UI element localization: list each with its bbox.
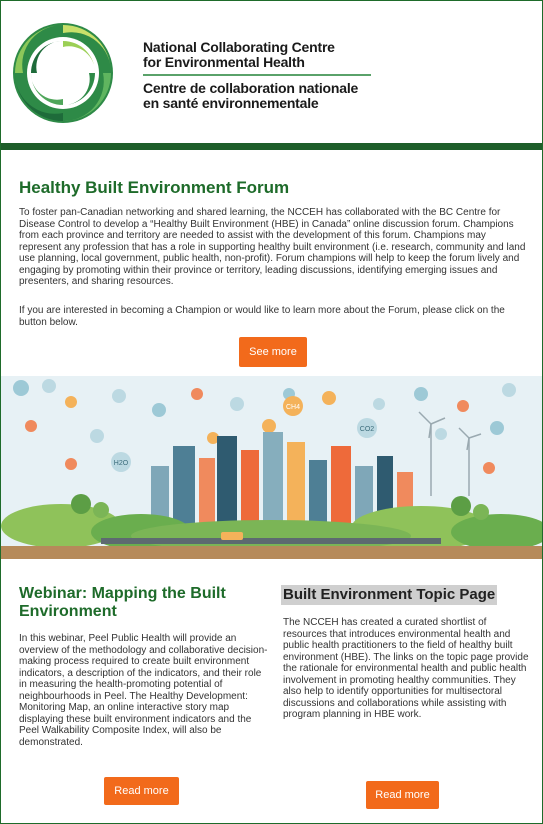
webinar-read-more-button[interactable]: Read more xyxy=(104,777,179,805)
header-bar xyxy=(1,143,542,150)
org-name-en-line2: for Environmental Health xyxy=(143,54,305,70)
road xyxy=(101,538,441,544)
svg-text:H2O: H2O xyxy=(113,460,129,467)
svg-text:CH4: CH4 xyxy=(285,404,301,411)
webinar-title: Webinar: Mapping the Built Environment xyxy=(19,585,226,620)
header-divider xyxy=(143,74,371,76)
org-name-fr-line2: en santé environnementale xyxy=(143,95,319,111)
banner-label-ch4 xyxy=(283,396,303,416)
topic-page-text: The NCCEH has created a curated shortlist of resources that introduces environmental health and public health practitioners to the field of healthy built environment (HBE). The links on the topic page provide the rationale for environmental health and public health involvement in promoting healthy communities. They also help to identify opportunities for multisectoral discussions and collaborations while assisting with program planning in HBE work. xyxy=(283,617,529,720)
topic-page-title: Built Environment Topic Page xyxy=(283,586,496,603)
org-name-english xyxy=(143,40,335,70)
topic-read-more-button[interactable]: Read more xyxy=(366,781,439,809)
banner-label-co2 xyxy=(357,418,377,438)
forum-paragraph-1: To foster pan-Canadian networking and shared learning, the NCCEH has collaborated with the BC Centre for Disease Control to develop a “Healthy Built Environment (HBE) in Canada” online discussion forum. Champions from each province and territory are needed to assist with the development of this forum. Champions may represent any profession that has a role in supporting healthy built environment (i.e. research, community and land use planning, local government, public health, non-profit). Forum champions will help to keep the forum lively and engaging by promoting within their province or territory, leading discussions, identifying emerging issues and presenters, and sharing resources. xyxy=(19,207,526,287)
forum-paragraph-2: If you are interested in becoming a Champion or would like to learn more about the Forum, please click on the button below. xyxy=(19,305,505,328)
banner-label-h2o xyxy=(111,452,131,472)
ground xyxy=(1,546,542,559)
org-name-fr-line1: Centre de collaboration nationale xyxy=(143,80,359,96)
webinar-text: In this webinar, Peel Public Health will provide an overview of the methodology and collaborative decision-making process required to create built environment indicators, a description of the indicators, and their role in measuring the health-promoting potential of neighbourhoods in Peel. The Healthy Development: Monitoring Map, an online interactive story map displaying these built environment indicators and the Peel Walkability Composite Index, will also be demonstrated. xyxy=(19,633,268,748)
forum-title: Healthy Built Environment Forum xyxy=(19,178,290,197)
bus xyxy=(221,532,243,540)
org-name-french xyxy=(143,81,358,111)
healthy-city-banner xyxy=(1,376,542,559)
org-name-en-line1: National Collaborating Centre xyxy=(143,39,335,55)
header xyxy=(1,1,542,143)
see-more-button[interactable]: See more xyxy=(239,337,307,367)
svg-text:CO2: CO2 xyxy=(359,426,375,433)
ncceh-logo-icon xyxy=(11,21,115,125)
